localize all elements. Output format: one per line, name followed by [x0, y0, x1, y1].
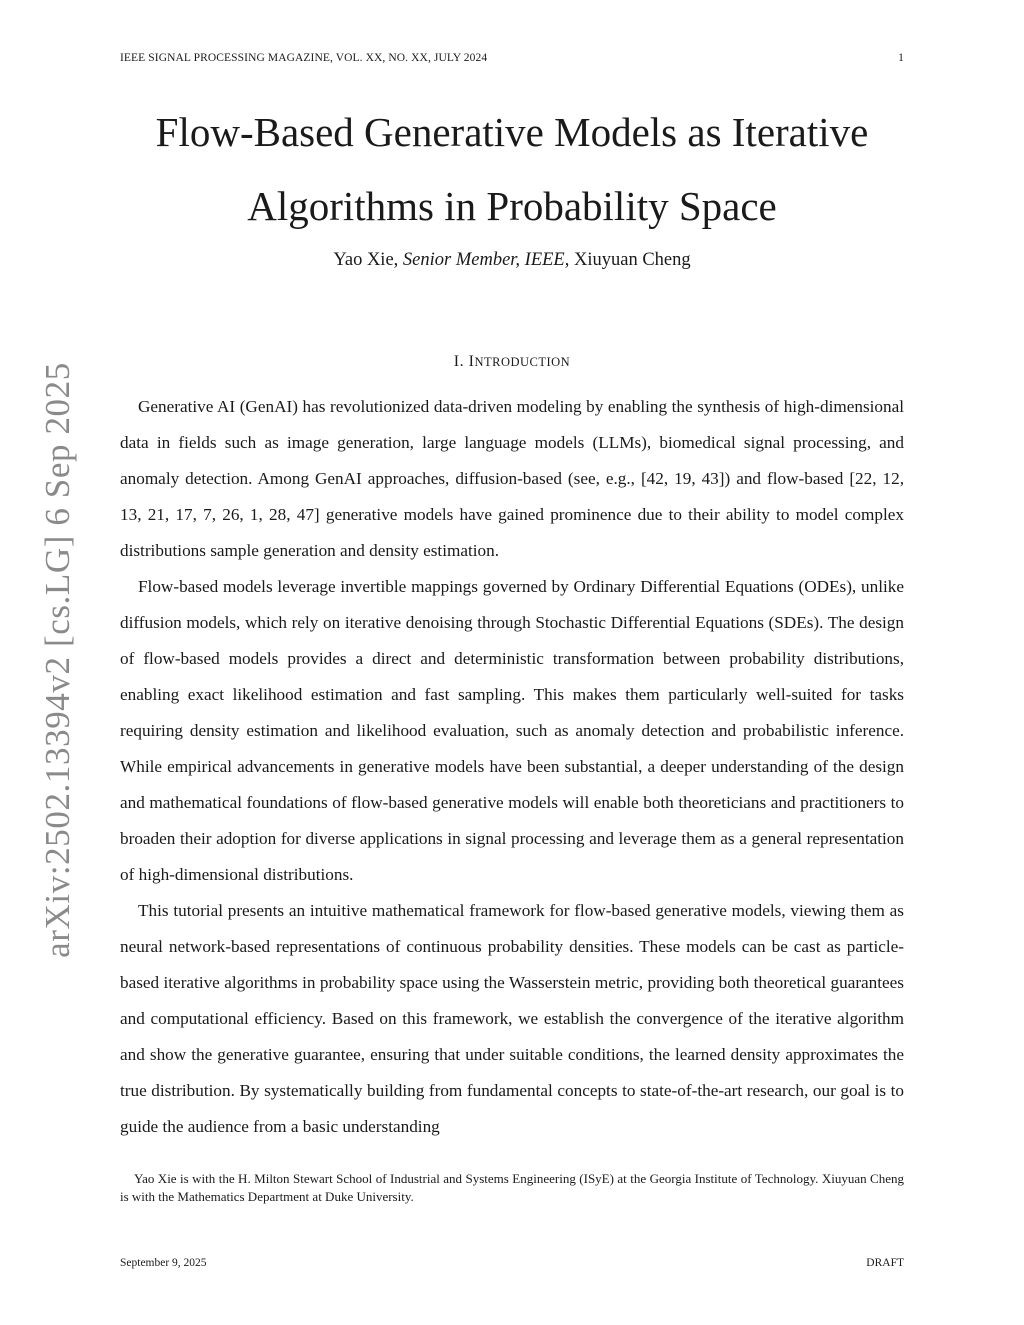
- paragraph-3: This tutorial presents an intuitive mathematical framework for flow-based generative models, viewing them as neural network-based representations of continuous probability densities. These models can be cast as particle-based iterative algorithms in probability space using the Wasserstein metric, providing both theoretical guarantees and computational efficiency. Based on this framework, we establish the convergence of the iterative algorithm and show the generative guarantee, ensuring that under suitable conditions, the learned density approximates the true distribution. By systematically building from fundamental concepts to state-of-the-art research, our goal is to guide the audience from a basic understanding: [120, 901, 904, 1136]
- journal-header: IEEE SIGNAL PROCESSING MAGAZINE, VOL. XX, NO. XX, JULY 2024: [120, 52, 488, 64]
- author-first: Yao Xie,: [333, 250, 403, 270]
- section-heading-introduction: [120, 353, 904, 371]
- author-list: [120, 250, 904, 271]
- title-line-2: Algorithms in Probability Space: [247, 183, 777, 229]
- page-number: 1: [898, 52, 904, 64]
- introduction-body: [120, 389, 904, 1145]
- paragraph-2: Flow-based models leverage invertible mappings governed by Ordinary Differential Equations (ODEs), unlike diffusion models, which rely on iterative denoising through Stochastic Differential Equations (SDEs). The design of flow-based models provides a direct and deterministic transformation between probability distributions, enabling exact likelihood estimation and fast sampling. This makes them particularly well-suited for tasks requiring density estimation and likelihood evaluation, such as anomaly detection and probabilistic inference. While empirical advancements in generative models have been substantial, a deeper understanding of the design and mathematical foundations of flow-based generative models will enable both theoreticians and practitioners to broaden their adoption for diverse applications in signal processing and leverage them as a general representation of high-dimensional distributions.: [120, 577, 904, 884]
- author-second: , Xiuyuan Cheng: [564, 250, 691, 270]
- footnote-text: Yao Xie is with the H. Milton Stewart School of Industrial and Systems Engineering (ISyE) at the Georgia Institute of Technology. Xiuyuan Cheng is with the Mathematics Department at Duke University.: [120, 1171, 904, 1204]
- paper-title: [120, 95, 904, 243]
- section-name-smallcaps: NTRODUCTION: [474, 355, 571, 369]
- title-line-1: Flow-Based Generative Models as Iterative: [155, 109, 869, 155]
- footer-date: September 9, 2025: [120, 1257, 207, 1269]
- arxiv-identifier[interactable]: arXiv:2502.13394v2 [cs.LG] 6 Sep 2025: [38, 362, 77, 958]
- affiliation-footnote: [120, 1170, 904, 1206]
- author-role: Senior Member, IEEE: [402, 250, 565, 270]
- footer-status: DRAFT: [866, 1257, 904, 1269]
- paragraph-1: Generative AI (GenAI) has revolutionized data-driven modeling by enabling the synthesis of high-dimensional data in fields such as image generation, large language models (LLMs), biomedical signal processing, and anomaly detection. Among GenAI approaches, diffusion-based (see, e.g., [42, 19, 43]) and flow-based [22, 12, 13, 21, 17, 7, 26, 1, 28, 47] generative models have gained prominence due to their ability to model complex distributions sample generation and density estimation.: [120, 397, 904, 560]
- section-numeral: I. I: [453, 353, 475, 370]
